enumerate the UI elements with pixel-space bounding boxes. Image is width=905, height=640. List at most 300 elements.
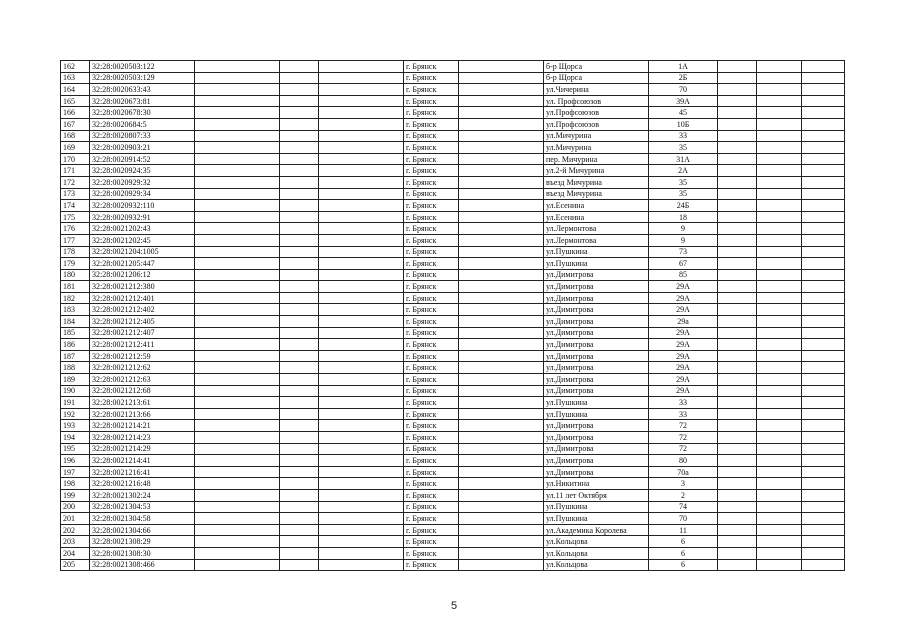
street-cell: ул.Пушкина: [544, 408, 649, 420]
empty-cell: [280, 536, 319, 548]
empty-cell: [195, 559, 280, 571]
empty-cell: [195, 350, 280, 362]
empty-cell: [802, 501, 845, 513]
empty-cell: [757, 61, 802, 73]
empty-cell: [718, 246, 757, 258]
empty-cell: [757, 95, 802, 107]
empty-cell: [802, 200, 845, 212]
empty-cell: [718, 350, 757, 362]
table-row: [61, 385, 845, 397]
city-cell: г. Брянск: [404, 547, 459, 559]
registry-table: [60, 60, 845, 571]
empty-cell: [802, 547, 845, 559]
city-cell: г. Брянск: [404, 246, 459, 258]
empty-cell: [802, 420, 845, 432]
empty-cell: [802, 188, 845, 200]
house-number-cell: 1А: [649, 61, 718, 73]
row-number-cell: 185: [61, 327, 90, 339]
row-number-cell: 165: [61, 95, 90, 107]
row-number-cell: 180: [61, 269, 90, 281]
house-number-cell: 29А: [649, 292, 718, 304]
house-number-cell: 31А: [649, 153, 718, 165]
empty-cell: [195, 188, 280, 200]
table-row: [61, 234, 845, 246]
row-number-cell: 176: [61, 223, 90, 235]
street-cell: ул.Димитрова: [544, 350, 649, 362]
house-number-cell: 10Б: [649, 118, 718, 130]
empty-cell: [319, 95, 404, 107]
empty-cell: [195, 408, 280, 420]
empty-cell: [718, 142, 757, 154]
empty-cell: [718, 95, 757, 107]
house-number-cell: 72: [649, 443, 718, 455]
street-cell: ул.Есенина: [544, 200, 649, 212]
street-cell: ул.Мичурина: [544, 130, 649, 142]
city-cell: г. Брянск: [404, 107, 459, 119]
house-number-cell: 9: [649, 234, 718, 246]
empty-cell: [195, 258, 280, 270]
empty-cell: [280, 304, 319, 316]
empty-cell: [459, 258, 544, 270]
empty-cell: [280, 513, 319, 525]
empty-cell: [195, 153, 280, 165]
empty-cell: [280, 118, 319, 130]
empty-cell: [319, 281, 404, 293]
empty-cell: [459, 374, 544, 386]
row-number-cell: 177: [61, 234, 90, 246]
street-cell: ул.Академика Королева: [544, 524, 649, 536]
street-cell: ул.Кольцова: [544, 536, 649, 548]
street-cell: б-р Щорса: [544, 72, 649, 84]
cadastral-number-cell: 32:28:0021212:411: [90, 339, 195, 351]
empty-cell: [802, 142, 845, 154]
empty-cell: [195, 292, 280, 304]
table-row: [61, 200, 845, 212]
empty-cell: [757, 420, 802, 432]
empty-cell: [319, 258, 404, 270]
empty-cell: [319, 188, 404, 200]
empty-cell: [718, 188, 757, 200]
row-number-cell: 162: [61, 61, 90, 73]
cadastral-number-cell: 32:28:0021212:59: [90, 350, 195, 362]
street-cell: ул. Профсоюзов: [544, 95, 649, 107]
cadastral-number-cell: 32:28:0021204:1005: [90, 246, 195, 258]
city-cell: г. Брянск: [404, 316, 459, 328]
empty-cell: [195, 374, 280, 386]
house-number-cell: 2: [649, 489, 718, 501]
row-number-cell: 172: [61, 176, 90, 188]
empty-cell: [280, 478, 319, 490]
city-cell: г. Брянск: [404, 443, 459, 455]
empty-cell: [195, 513, 280, 525]
street-cell: ул.Димитрова: [544, 362, 649, 374]
table-row: [61, 84, 845, 96]
empty-cell: [802, 223, 845, 235]
house-number-cell: 29А: [649, 304, 718, 316]
row-number-cell: 179: [61, 258, 90, 270]
empty-cell: [319, 234, 404, 246]
city-cell: г. Брянск: [404, 513, 459, 525]
empty-cell: [459, 176, 544, 188]
empty-cell: [718, 443, 757, 455]
table-row: [61, 269, 845, 281]
table-row: [61, 489, 845, 501]
empty-cell: [319, 142, 404, 154]
street-cell: ул.11 лет Октября: [544, 489, 649, 501]
row-number-cell: 199: [61, 489, 90, 501]
house-number-cell: 85: [649, 269, 718, 281]
city-cell: г. Брянск: [404, 61, 459, 73]
table-row: [61, 397, 845, 409]
cadastral-number-cell: 32:28:0020932:110: [90, 200, 195, 212]
empty-cell: [195, 95, 280, 107]
table-row: [61, 339, 845, 351]
empty-cell: [195, 536, 280, 548]
empty-cell: [802, 455, 845, 467]
empty-cell: [757, 258, 802, 270]
cadastral-number-cell: 32:28:0020684:5: [90, 118, 195, 130]
empty-cell: [319, 118, 404, 130]
empty-cell: [280, 397, 319, 409]
empty-cell: [195, 234, 280, 246]
row-number-cell: 193: [61, 420, 90, 432]
empty-cell: [718, 84, 757, 96]
empty-cell: [280, 223, 319, 235]
street-cell: ул.Димитрова: [544, 432, 649, 444]
empty-cell: [459, 118, 544, 130]
empty-cell: [459, 234, 544, 246]
empty-cell: [195, 165, 280, 177]
empty-cell: [319, 304, 404, 316]
house-number-cell: 67: [649, 258, 718, 270]
table-row: [61, 547, 845, 559]
empty-cell: [280, 165, 319, 177]
table-row: [61, 455, 845, 467]
row-number-cell: 173: [61, 188, 90, 200]
empty-cell: [757, 153, 802, 165]
registry-sheet: [60, 60, 845, 571]
city-cell: г. Брянск: [404, 397, 459, 409]
row-number-cell: 182: [61, 292, 90, 304]
empty-cell: [280, 443, 319, 455]
empty-cell: [459, 304, 544, 316]
street-cell: въезд Мичурина: [544, 176, 649, 188]
empty-cell: [195, 223, 280, 235]
city-cell: г. Брянск: [404, 304, 459, 316]
row-number-cell: 183: [61, 304, 90, 316]
empty-cell: [718, 211, 757, 223]
table-row: [61, 350, 845, 362]
street-cell: ул.Никитина: [544, 478, 649, 490]
house-number-cell: 29А: [649, 374, 718, 386]
empty-cell: [319, 559, 404, 571]
empty-cell: [280, 362, 319, 374]
empty-cell: [459, 281, 544, 293]
empty-cell: [195, 281, 280, 293]
table-row: [61, 246, 845, 258]
cadastral-number-cell: 32:28:0021213:61: [90, 397, 195, 409]
empty-cell: [319, 420, 404, 432]
empty-cell: [802, 72, 845, 84]
empty-cell: [718, 362, 757, 374]
house-number-cell: 3: [649, 478, 718, 490]
empty-cell: [757, 118, 802, 130]
city-cell: г. Брянск: [404, 258, 459, 270]
empty-cell: [718, 153, 757, 165]
table-row: [61, 443, 845, 455]
table-row: [61, 165, 845, 177]
empty-cell: [319, 107, 404, 119]
empty-cell: [802, 316, 845, 328]
empty-cell: [802, 339, 845, 351]
row-number-cell: 187: [61, 350, 90, 362]
city-cell: г. Брянск: [404, 292, 459, 304]
table-row: [61, 72, 845, 84]
table-row: [61, 258, 845, 270]
empty-cell: [802, 165, 845, 177]
empty-cell: [757, 72, 802, 84]
city-cell: г. Брянск: [404, 200, 459, 212]
cadastral-number-cell: 32:28:0021212:63: [90, 374, 195, 386]
empty-cell: [718, 397, 757, 409]
empty-cell: [280, 61, 319, 73]
empty-cell: [718, 327, 757, 339]
empty-cell: [757, 339, 802, 351]
empty-cell: [319, 466, 404, 478]
empty-cell: [280, 153, 319, 165]
empty-cell: [280, 339, 319, 351]
table-row: [61, 524, 845, 536]
empty-cell: [718, 408, 757, 420]
cadastral-number-cell: 32:28:0021212:401: [90, 292, 195, 304]
house-number-cell: 70: [649, 84, 718, 96]
empty-cell: [757, 432, 802, 444]
street-cell: ул.Димитрова: [544, 420, 649, 432]
row-number-cell: 203: [61, 536, 90, 548]
table-row: [61, 408, 845, 420]
empty-cell: [718, 61, 757, 73]
house-number-cell: 72: [649, 420, 718, 432]
city-cell: г. Брянск: [404, 362, 459, 374]
empty-cell: [195, 118, 280, 130]
cadastral-number-cell: 32:28:0020673:81: [90, 95, 195, 107]
empty-cell: [718, 200, 757, 212]
empty-cell: [802, 269, 845, 281]
table-row: [61, 153, 845, 165]
table-row: [61, 223, 845, 235]
empty-cell: [718, 489, 757, 501]
empty-cell: [459, 188, 544, 200]
empty-cell: [459, 130, 544, 142]
empty-cell: [459, 466, 544, 478]
table-row: [61, 559, 845, 571]
empty-cell: [802, 408, 845, 420]
empty-cell: [319, 385, 404, 397]
empty-cell: [195, 211, 280, 223]
cadastral-number-cell: 32:28:0021205:447: [90, 258, 195, 270]
page-number: 5: [450, 600, 458, 612]
street-cell: ул.Димитрова: [544, 443, 649, 455]
empty-cell: [757, 559, 802, 571]
street-cell: ул.Пушкина: [544, 258, 649, 270]
empty-cell: [280, 188, 319, 200]
empty-cell: [195, 327, 280, 339]
empty-cell: [459, 61, 544, 73]
table-row: [61, 118, 845, 130]
street-cell: ул.Димитрова: [544, 269, 649, 281]
table-row: [61, 478, 845, 490]
empty-cell: [319, 130, 404, 142]
house-number-cell: 6: [649, 547, 718, 559]
house-number-cell: 45: [649, 107, 718, 119]
street-cell: ул.Димитрова: [544, 281, 649, 293]
empty-cell: [802, 397, 845, 409]
empty-cell: [280, 316, 319, 328]
empty-cell: [802, 234, 845, 246]
city-cell: г. Брянск: [404, 327, 459, 339]
empty-cell: [718, 547, 757, 559]
empty-cell: [757, 188, 802, 200]
house-number-cell: 33: [649, 130, 718, 142]
cadastral-number-cell: 32:28:0021216:41: [90, 466, 195, 478]
empty-cell: [459, 501, 544, 513]
empty-cell: [280, 292, 319, 304]
empty-cell: [280, 420, 319, 432]
empty-cell: [319, 443, 404, 455]
row-number-cell: 167: [61, 118, 90, 130]
empty-cell: [319, 547, 404, 559]
table-row: [61, 501, 845, 513]
city-cell: г. Брянск: [404, 269, 459, 281]
city-cell: г. Брянск: [404, 478, 459, 490]
table-row: [61, 107, 845, 119]
empty-cell: [459, 432, 544, 444]
empty-cell: [459, 95, 544, 107]
city-cell: г. Брянск: [404, 455, 459, 467]
empty-cell: [718, 478, 757, 490]
empty-cell: [802, 258, 845, 270]
table-row: [61, 513, 845, 525]
empty-cell: [802, 292, 845, 304]
house-number-cell: 39А: [649, 95, 718, 107]
empty-cell: [280, 455, 319, 467]
house-number-cell: 29А: [649, 327, 718, 339]
street-cell: ул.Димитрова: [544, 292, 649, 304]
city-cell: г. Брянск: [404, 501, 459, 513]
house-number-cell: 73: [649, 246, 718, 258]
empty-cell: [757, 374, 802, 386]
empty-cell: [195, 489, 280, 501]
empty-cell: [757, 107, 802, 119]
empty-cell: [757, 350, 802, 362]
empty-cell: [280, 72, 319, 84]
empty-cell: [459, 327, 544, 339]
empty-cell: [802, 107, 845, 119]
empty-cell: [757, 292, 802, 304]
empty-cell: [195, 455, 280, 467]
street-cell: ул.Пушкина: [544, 513, 649, 525]
empty-cell: [757, 234, 802, 246]
empty-cell: [718, 339, 757, 351]
empty-cell: [319, 362, 404, 374]
table-row: [61, 362, 845, 374]
cadastral-number-cell: 32:28:0021202:43: [90, 223, 195, 235]
house-number-cell: 35: [649, 188, 718, 200]
city-cell: г. Брянск: [404, 466, 459, 478]
house-number-cell: 70: [649, 513, 718, 525]
empty-cell: [319, 374, 404, 386]
house-number-cell: 18: [649, 211, 718, 223]
empty-cell: [718, 223, 757, 235]
table-row: [61, 292, 845, 304]
cadastral-number-cell: 32:28:0021302:24: [90, 489, 195, 501]
empty-cell: [195, 385, 280, 397]
empty-cell: [319, 524, 404, 536]
table-row: [61, 327, 845, 339]
empty-cell: [802, 61, 845, 73]
empty-cell: [280, 281, 319, 293]
empty-cell: [280, 107, 319, 119]
empty-cell: [718, 72, 757, 84]
row-number-cell: 200: [61, 501, 90, 513]
table-row: [61, 188, 845, 200]
street-cell: ул.Кольцова: [544, 559, 649, 571]
empty-cell: [459, 478, 544, 490]
street-cell: ул.Пушкина: [544, 246, 649, 258]
cadastral-number-cell: 32:28:0020503:122: [90, 61, 195, 73]
empty-cell: [195, 362, 280, 374]
city-cell: г. Брянск: [404, 408, 459, 420]
empty-cell: [459, 455, 544, 467]
house-number-cell: 29А: [649, 362, 718, 374]
row-number-cell: 174: [61, 200, 90, 212]
empty-cell: [802, 443, 845, 455]
city-cell: г. Брянск: [404, 536, 459, 548]
row-number-cell: 170: [61, 153, 90, 165]
table-row: [61, 316, 845, 328]
empty-cell: [718, 501, 757, 513]
empty-cell: [802, 211, 845, 223]
row-number-cell: 163: [61, 72, 90, 84]
street-cell: пер. Мичурина: [544, 153, 649, 165]
empty-cell: [195, 397, 280, 409]
house-number-cell: 70а: [649, 466, 718, 478]
row-number-cell: 171: [61, 165, 90, 177]
empty-cell: [195, 316, 280, 328]
cadastral-number-cell: 32:28:0021202:45: [90, 234, 195, 246]
empty-cell: [459, 536, 544, 548]
empty-cell: [280, 234, 319, 246]
empty-cell: [757, 176, 802, 188]
empty-cell: [319, 513, 404, 525]
row-number-cell: 201: [61, 513, 90, 525]
empty-cell: [459, 211, 544, 223]
empty-cell: [459, 165, 544, 177]
empty-cell: [195, 176, 280, 188]
empty-cell: [718, 420, 757, 432]
empty-cell: [802, 327, 845, 339]
empty-cell: [757, 269, 802, 281]
empty-cell: [319, 489, 404, 501]
empty-cell: [319, 432, 404, 444]
city-cell: г. Брянск: [404, 420, 459, 432]
city-cell: г. Брянск: [404, 118, 459, 130]
table-row: [61, 61, 845, 73]
row-number-cell: 188: [61, 362, 90, 374]
city-cell: г. Брянск: [404, 130, 459, 142]
empty-cell: [802, 350, 845, 362]
empty-cell: [280, 258, 319, 270]
